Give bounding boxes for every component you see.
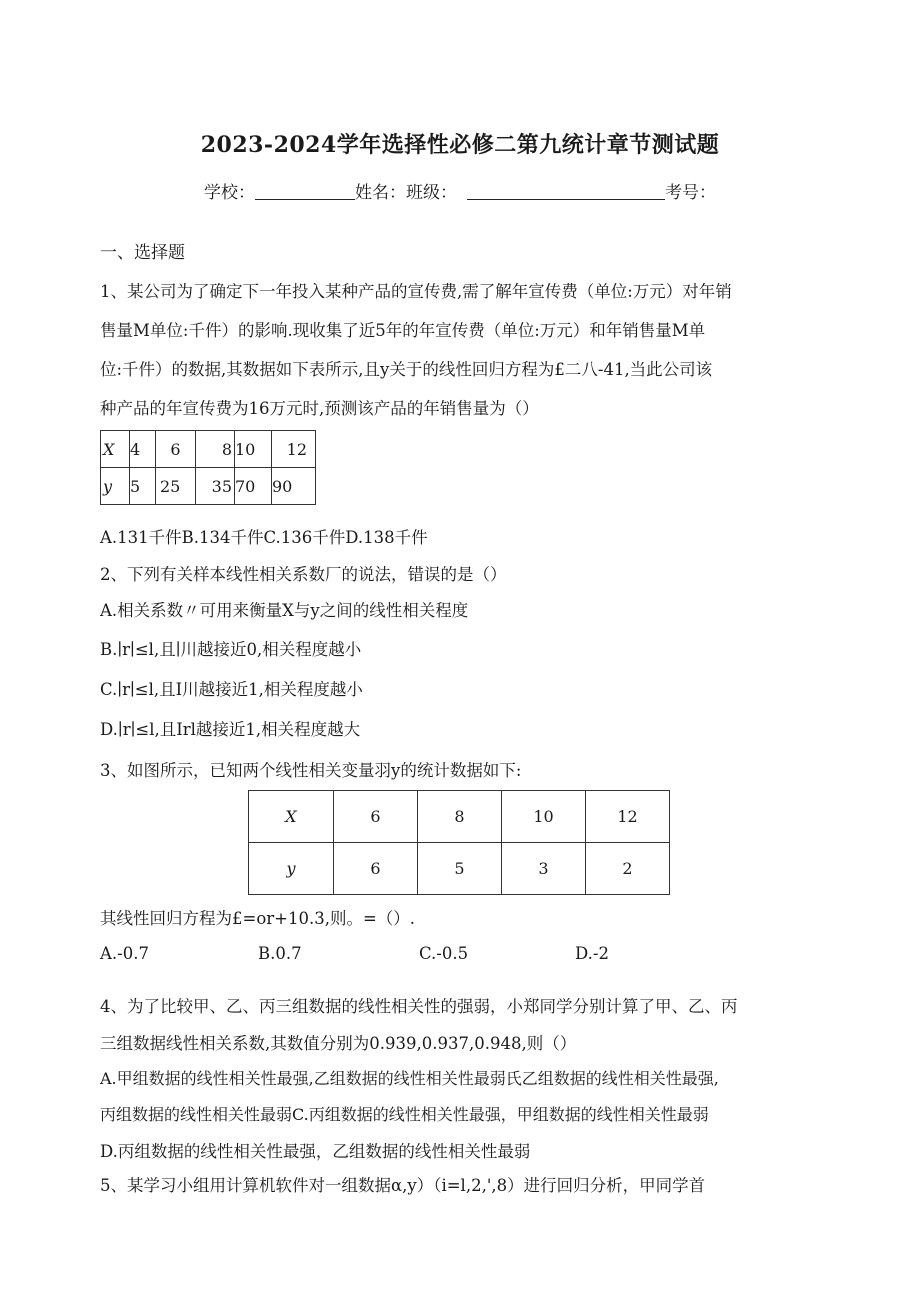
table-cell: 6 bbox=[156, 431, 196, 468]
table-cell: y bbox=[101, 468, 130, 505]
q4-line-2: 三组数据线性相关系数,其数值分别为0.939,0.937,0.948,则（） bbox=[100, 1034, 577, 1053]
table-cell: 5 bbox=[418, 843, 502, 895]
table-cell: 35 bbox=[196, 468, 235, 505]
q4-line-4: 丙组数据的线性相关性最弱C.丙组数据的线性相关性最强，甲组数据的线性相关性最弱 bbox=[100, 1105, 709, 1124]
class-blank bbox=[467, 183, 665, 200]
q1-line-1: 1、某公司为了确定下一年投入某种产品的宣传费,需了解年宣传费（单位:万元）对年销 bbox=[100, 282, 732, 301]
table-cell: 70 bbox=[235, 468, 272, 505]
table-row bbox=[101, 468, 316, 505]
table-cell: X bbox=[101, 431, 130, 468]
q2-stem: 2、下列有关样本线性相关系数厂的说法，错误的是（） bbox=[100, 565, 507, 584]
q3-option-a: A.-0.7 bbox=[100, 944, 149, 963]
table-cell: 5 bbox=[130, 468, 156, 505]
q2-option-c: C.∣r∣≤l,且I川越接近1,相关程度越小 bbox=[100, 680, 363, 699]
table-cell: 6 bbox=[334, 791, 418, 843]
table-cell: 25 bbox=[156, 468, 196, 505]
q3-options bbox=[100, 944, 840, 963]
q3-data-table bbox=[248, 790, 670, 895]
table-cell: 8 bbox=[418, 791, 502, 843]
table-cell: 3 bbox=[502, 843, 586, 895]
table-cell: 90 bbox=[272, 468, 316, 505]
q1-line-3: 位:千件）的数据,其数据如下表所示,且y关于的线性回归方程为£二八-41,当此公司该 bbox=[100, 360, 713, 379]
q4-line-3: A.甲组数据的线性相关性最强,乙组数据的线性相关性最弱氏乙组数据的线性相关性最强, bbox=[100, 1069, 719, 1088]
table-cell: 4 bbox=[130, 431, 156, 468]
table-cell: X bbox=[249, 791, 334, 843]
table-row bbox=[101, 431, 316, 468]
q4-line-5: D.丙组数据的线性相关性最强，乙组数据的线性相关性最弱 bbox=[100, 1142, 531, 1161]
q4-line-1: 4、为了比较甲、乙、丙三组数据的线性相关性的强弱，小郑同学分别计算了甲、乙、丙 bbox=[100, 997, 738, 1016]
q1-data-table bbox=[100, 430, 316, 505]
table-cell: y bbox=[249, 843, 334, 895]
q3-option-c: C.-0.5 bbox=[419, 944, 469, 963]
q1-line-2: 售量M单位:千件）的影响.现收集了近5年的年宣传费（单位:万元）和年销售量M单 bbox=[100, 321, 706, 340]
name-class-label: 姓名：班级： bbox=[355, 183, 457, 203]
q3-option-b: B.0.7 bbox=[258, 944, 302, 963]
table-cell: 2 bbox=[586, 843, 670, 895]
table-cell: 12 bbox=[586, 791, 670, 843]
q3-equation-line: 其线性回归方程为£=or+10.3,则。=（）. bbox=[100, 909, 416, 928]
table-cell: 8 bbox=[196, 431, 235, 468]
q1-answer-options: A.131千件B.134千件C.136千件D.138千件 bbox=[100, 528, 428, 547]
number-label: 考号： bbox=[665, 183, 716, 203]
table-row bbox=[249, 791, 670, 843]
table-cell: 6 bbox=[334, 843, 418, 895]
table-cell: 10 bbox=[235, 431, 272, 468]
q3-option-d: D.-2 bbox=[575, 944, 609, 963]
page-title: 2023-2024学年选择性必修二第九统计章节测试题 bbox=[200, 132, 720, 158]
q1-line-4: 种产品的年宣传费为16万元时,预测该产品的年销售量为（） bbox=[100, 399, 539, 418]
q5-stem: 5、某学习小组用计算机软件对一组数据α,y）（i=l,2,',8）进行回归分析，甲同学首 bbox=[100, 1176, 706, 1195]
table-cell: 12 bbox=[272, 431, 316, 468]
q2-option-b: B.∣r∣≤l,且∣川越接近0,相关程度越小 bbox=[100, 640, 362, 659]
school-blank bbox=[255, 183, 355, 200]
student-info-line bbox=[0, 178, 920, 203]
q3-stem: 3、如图所示，已知两个线性相关变量羽y的统计数据如下: bbox=[100, 761, 522, 780]
section-heading: 一、选择题 bbox=[100, 243, 185, 263]
table-row bbox=[249, 843, 670, 895]
q2-option-d: D.∣r∣≤l,且Irl越接近1,相关程度越大 bbox=[100, 720, 361, 739]
school-label: 学校： bbox=[204, 183, 255, 203]
table-cell: 10 bbox=[502, 791, 586, 843]
q2-option-a: A.相关系数〃可用来衡量X与y之间的线性相关程度 bbox=[100, 601, 469, 620]
